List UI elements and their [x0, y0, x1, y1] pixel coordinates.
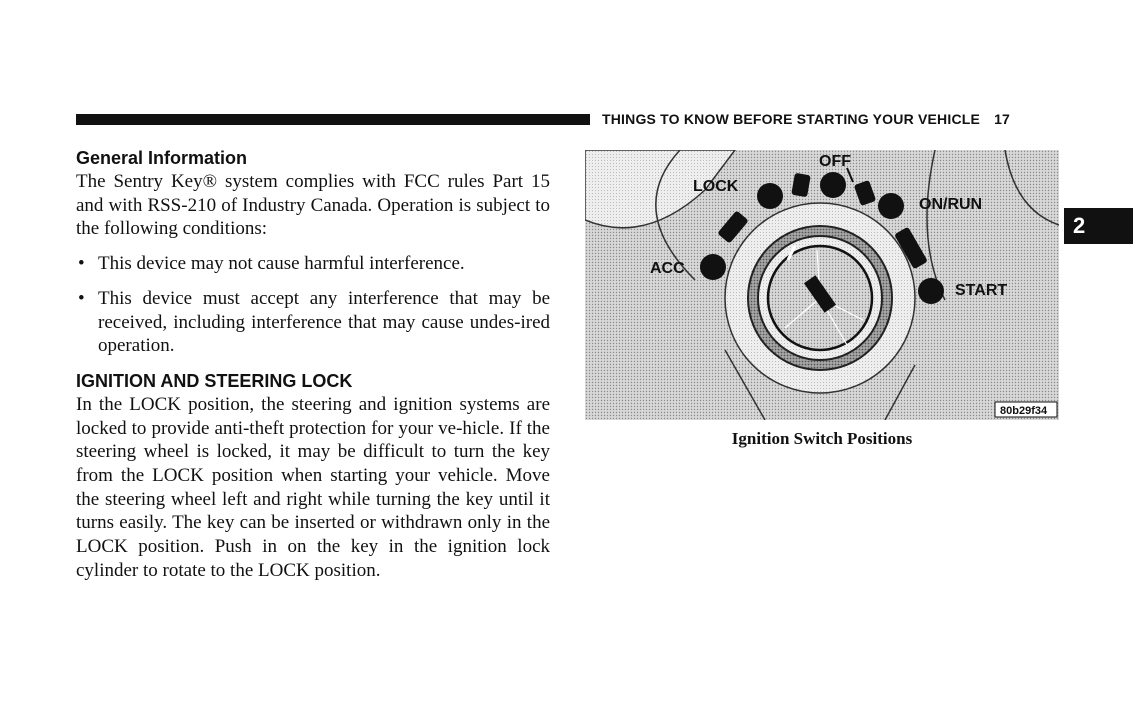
on-run-position-marker [878, 193, 904, 219]
header-rule [76, 114, 590, 125]
ignition-switch-figure [585, 150, 1059, 420]
header-title: THINGS TO KNOW BEFORE STARTING YOUR VEHICLE [602, 111, 981, 127]
ignition-switch-illustration [585, 150, 1059, 420]
bullet-icon: • [78, 287, 85, 309]
list-item-text: This device may not cause harmful interference. [98, 253, 465, 275]
page-number: 17 [994, 111, 1011, 127]
lock-label: LOCK [693, 178, 739, 195]
running-header [602, 111, 1010, 127]
off-position-marker [820, 172, 846, 198]
acc-label: ACC [650, 260, 685, 277]
on-run-label: ON/RUN [919, 196, 983, 213]
ignition-lock-heading: IGNITION AND STEERING LOCK [76, 370, 353, 391]
figure-code: 80b29f34 [1000, 405, 1048, 417]
left-column [76, 146, 550, 583]
acc-position-marker [700, 254, 726, 280]
list-item [76, 252, 550, 276]
bullet-icon: • [78, 253, 85, 275]
general-information-paragraph: The Sentry Key® system complies with FCC rules Part 15 and with RSS-210 of Industry Canada. Operation is subject to the following conditions: [76, 171, 550, 240]
chapter-tab [1064, 208, 1133, 244]
list-item-text: This device must accept any interference that may be received, including interference that may cause undes-ired operation. [98, 287, 550, 357]
start-position-marker [918, 278, 944, 304]
conditions-list [76, 252, 550, 358]
general-information-heading: General Information [76, 148, 248, 168]
off-label: OFF [819, 153, 851, 170]
lock-position-marker [757, 183, 783, 209]
figure-caption: Ignition Switch Positions [731, 429, 913, 448]
start-label: START [955, 282, 1008, 299]
ignition-lock-paragraph: In the LOCK position, the steering and ignition systems are locked to provide anti-theft protection for your ve-hicle. If the steering wheel is locked, it may be difficult to turn the key from the LOCK position when starting your vehicle. Move the steering wheel left and right while turning the key until it turns easily. The key can be inserted or withdrawn only in the LOCK position. Push in on the key in the ignition lock cylinder to rotate to the LOCK position. [76, 393, 550, 581]
list-item [76, 287, 550, 358]
chapter-number: 2 [1073, 213, 1086, 238]
